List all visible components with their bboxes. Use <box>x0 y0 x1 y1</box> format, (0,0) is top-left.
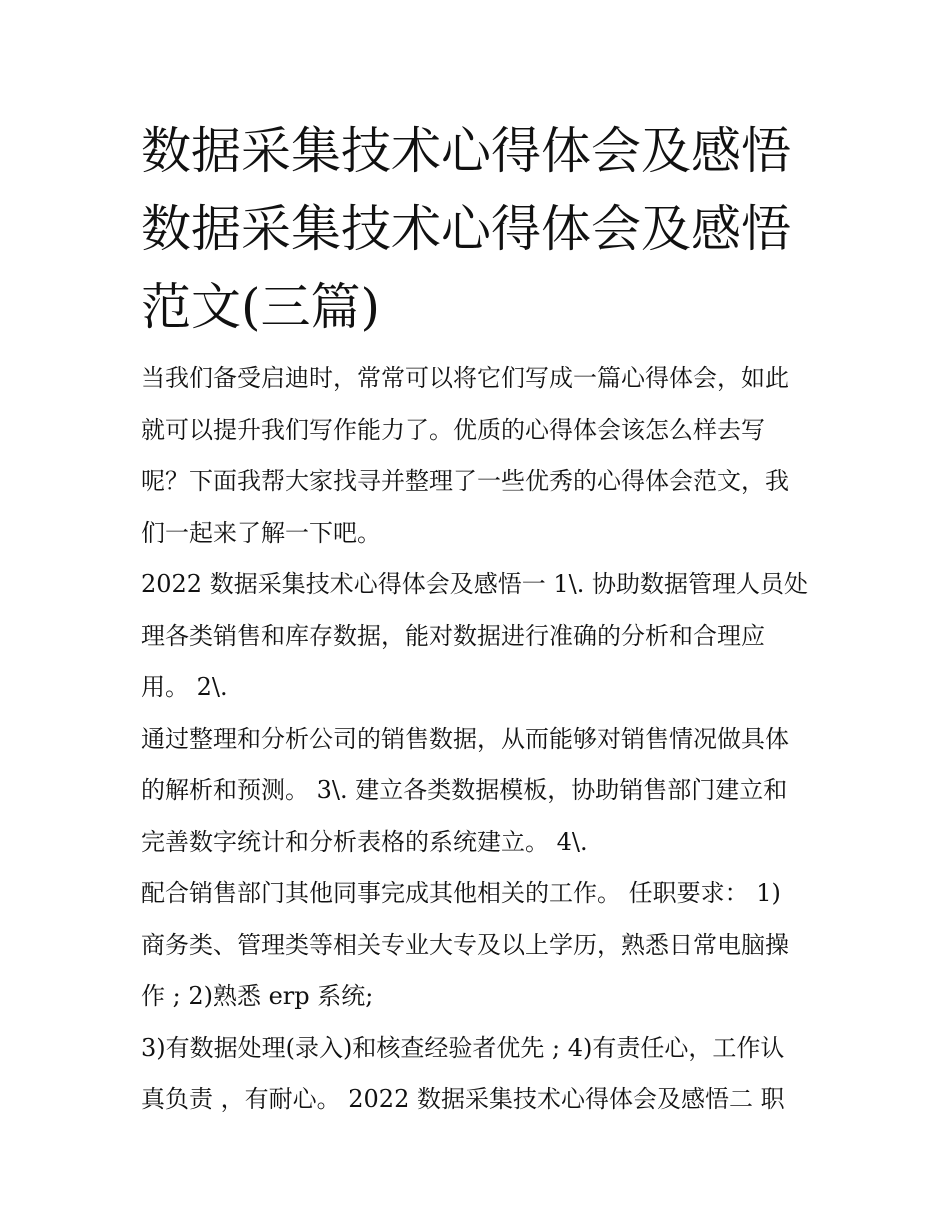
body-line: 商务类、管理类等相关专业大专及以上学历，熟悉日常电脑操 <box>141 930 789 959</box>
body-line: 当我们备受启迪时，常常可以将它们写成一篇心得体会，如此 <box>141 364 789 392</box>
body-line: 理各类销售和库存数据，能对数据进行准确的分析和合理应 <box>141 621 765 650</box>
title-line: 数据采集技术心得体会及感悟 <box>141 200 791 258</box>
title-line: 数据采集技术心得体会及感悟 <box>141 122 791 180</box>
body-line: 配合销售部门其他同事完成其他相关的工作。 任职要求： 1) <box>141 879 781 907</box>
body-line: 的解析和预测。 3\. 建立各类数据模板，协助销售部门建立和 <box>141 776 788 804</box>
body-line: 真负责 ，有耐心。 2022 数据采集技术心得体会及感悟二 职 <box>141 1085 785 1113</box>
body-line: 用。 2\. <box>141 673 228 701</box>
document-body <box>141 353 821 1126</box>
body-line: 作 ; 2)熟悉 erp 系统; <box>141 982 374 1010</box>
document-title <box>141 112 821 346</box>
body-line: 完善数字统计和分析表格的系统建立。 4\. <box>141 827 588 856</box>
title-line: 范文(三篇) <box>141 278 381 336</box>
body-line: 们一起来了解一下吧。 <box>141 518 381 547</box>
body-line: 就可以提升我们写作能力了。优质的心得体会该怎么样去写 <box>141 415 765 444</box>
body-line: 呢？下面我帮大家找寻并整理了一些优秀的心得体会范文，我 <box>141 467 789 495</box>
body-line: 2022 数据采集技术心得体会及感悟一 1\. 协助数据管理人员处 <box>141 570 808 598</box>
body-line: 通过整理和分析公司的销售数据，从而能够对销售情况做具体 <box>141 724 789 753</box>
body-line: 3)有数据处理(录入)和核查经验者优先 ; 4)有责任心，工作认 <box>141 1033 785 1062</box>
